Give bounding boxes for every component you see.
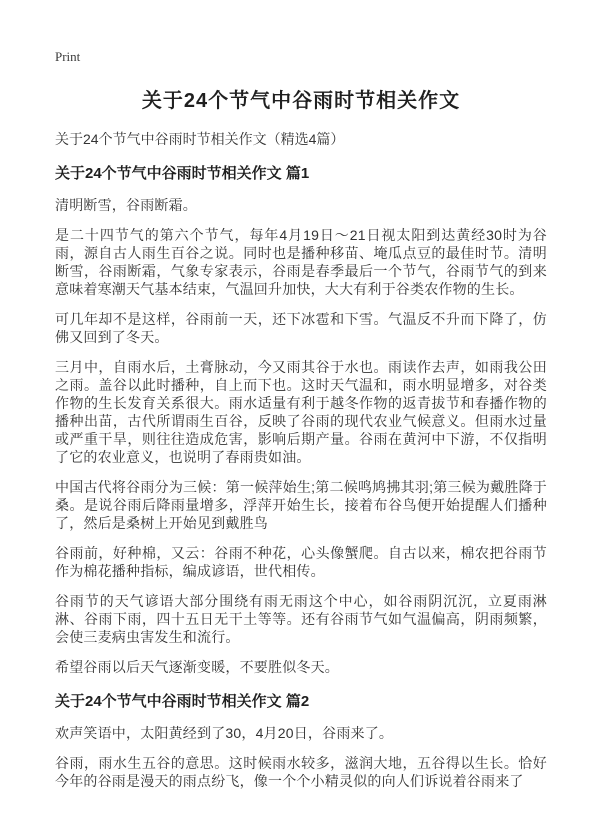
section-heading-1: 关于24个节气中谷雨时节相关作文 篇1	[55, 165, 310, 182]
paragraph: 谷雨前，好种棉，又云：谷雨不种花，心头像蟹爬。自古以来，棉农把谷雨节作为棉花播种指标，编成谚语，世代相传。	[55, 545, 547, 579]
section-heading-2: 关于24个节气中谷雨时节相关作文 篇2	[55, 693, 310, 710]
paragraph: 是二十四节气的第六个节气，每年4月19日～21日视太阳到达黄经30时为谷雨，源自古人雨生百谷之说。同时也是播种移苗、埯瓜点豆的最佳时节。清明断雪，谷雨断霜，气象专家表示，谷雨是春季最后一个节气，谷雨节气的到来意味着寒潮天气基本结束，气温回升加快，大大有利于谷类农作物的生长。	[55, 227, 547, 297]
paragraph: 可几年却不是这样，谷雨前一天，还下冰雹和下雪。气温反不升而下降了，仿佛又回到了冬天。	[55, 311, 547, 345]
paragraph: 中国古代将谷雨分为三候：第一候萍始生;第二候鸣鸠拂其羽;第三候为戴胜降于桑。是说谷雨后降雨量增多，浮萍开始生长，接着布谷鸟便开始提醒人们播种了，然后是桑树上开始见到戴胜鸟	[55, 479, 547, 531]
document-title: 关于24个节气中谷雨时节相关作文	[141, 90, 461, 112]
paragraph: 欢声笑语中，太阳黄经到了30，4月20日，谷雨来了。	[55, 725, 394, 741]
document-subtitle: 关于24个节气中谷雨时节相关作文（精选4篇）	[55, 131, 345, 147]
paragraph: 谷雨，雨水生五谷的意思。这时候雨水较多，滋润大地，五谷得以生长。恰好今年的谷雨是漫天的雨点纷飞，像一个个小精灵似的向人们诉说着谷雨来了	[55, 755, 547, 789]
print-button[interactable]: Print	[55, 49, 81, 64]
paragraph: 希望谷雨以后天气逐渐变暖，不要胜似冬天。	[55, 659, 339, 675]
paragraph: 清明断雪，谷雨断霜。	[55, 197, 197, 213]
paragraph: 谷雨节的天气谚语大部分围绕有雨无雨这个中心，如谷雨阴沉沉，立夏雨淋淋、谷雨下雨，四十五日无干土等等。还有谷雨节气如气温偏高，阴雨频繁，会使三麦病虫害发生和流行。	[55, 593, 547, 645]
paragraph: 三月中，自雨水后，土膏脉动，今又雨其谷于水也。雨读作去声，如雨我公田之雨。盖谷以此时播种，自上而下也。这时天气温和，雨水明显增多，对谷类作物的生长发育关系很大。雨水适量有利于越冬作物的返青拔节和春播作物的播种出苗，古代所谓雨生百谷，反映了谷雨的现代农业气候意义。但雨水过量或严重干旱，则往往造成危害，影响后期产量。谷雨在黄河中下游，不仅指明了它的农业意义，也说明了春雨贵如油。	[55, 359, 547, 465]
